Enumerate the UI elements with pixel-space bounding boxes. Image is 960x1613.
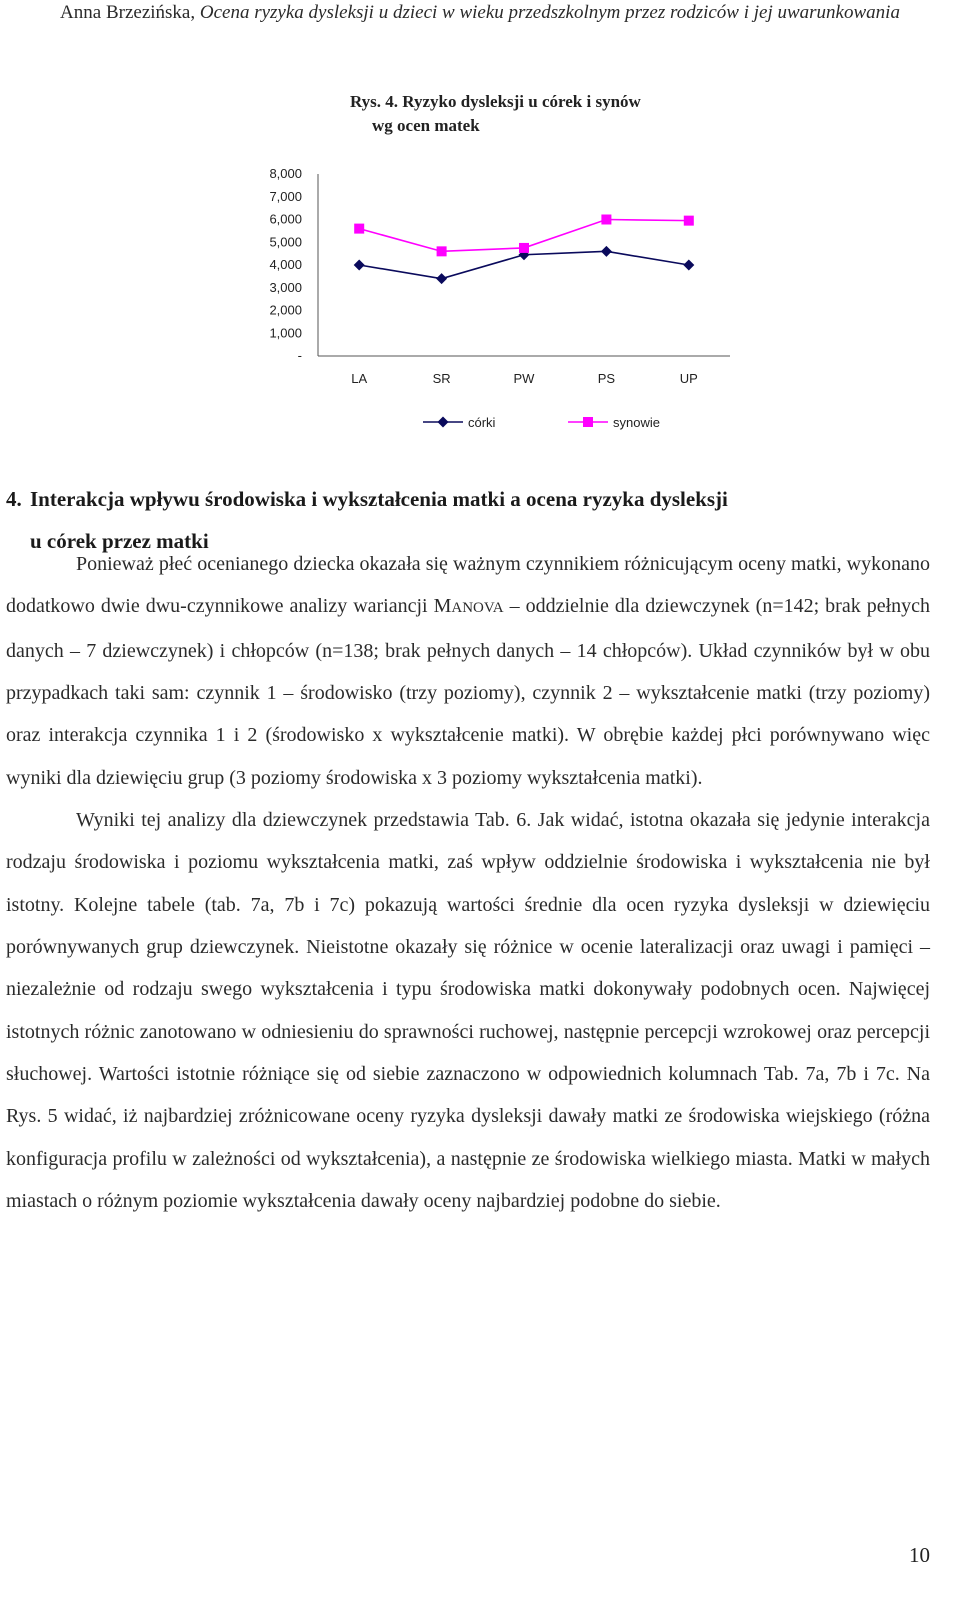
y-tick-label: 7,000: [269, 188, 302, 204]
y-tick-label: 6,000: [269, 211, 302, 227]
data-point: [684, 216, 694, 226]
running-head-title: Ocena ryzyka dysleksji u dzieci w wieku przedszkolnym przez rodziców i jej uwarunkowania: [199, 2, 900, 23]
x-tick-label: SR: [432, 371, 451, 386]
x-tick-label: PW: [513, 371, 535, 386]
y-tick-label: 8,000: [269, 166, 302, 181]
paragraph-1-part2: – oddzielnie dla dziewczynek (n=142; brak pełnych danych – 7 dziewczynek) i chłopców (n=138; brak pełnych danych – 14 chłopców). Układ czynników był w obu przypadkach taki sam: czynnik 1 – środowisko (trzy poziomy), czynnik 2 – wykształcenie matki (trzy poziomy) oraz interakcja czynnika 1 i 2 (środowisko x wykształcenie matki). W obrębie każdej płci porównywano więc wyniki dla dziewięciu grup (3 poziomy środowiska x 3 poziomy wykształcenia matki).: [6, 595, 930, 789]
body-text: [6, 543, 930, 1223]
y-tick-label: 5,000: [269, 234, 302, 250]
section-number: 4.: [6, 487, 22, 511]
paragraph-2: Wyniki tej analizy dla dziewczynek przedstawia Tab. 6. Jak widać, istotna okazała się jedynie interakcja rodzaju środowiska i poziomu wykształcenia matki, zaś wpływ oddzielnie środowiska i wykształcenia nie był istotny. Kolejne tabele (tab. 7a, 7b i 7c) pokazują wartości średnie dla ocen ryzyka dysleksji w dziewięciu porównywanych grup dziewczynek. Nieistotne okazały się różnice w ocenie lateralizacji oraz uwagi i pamięci – niezależnie od rodzaju swego wykształcenia i typu środowiska matki dokonywały podobnych ocen. Najwięcej istotnych różnic zanotowano w odniesieniu do sprawności ruchowej, następnie percepcji wzrokowej oraz percepcji słuchowej. Wartości istotnie różniące się od siebie zaznaczono w odpowiednich kolumnach Tab. 7a, 7b i 7c. Na Rys. 5 widać, iż najbardziej zróżnicowane oceny ryzyka dysleksji dawały matki ze środowiska wiejskiego (różna konfiguracja profilu w zależności od wykształcenia), a następnie ze środowiska wielkiego miasta. Matki w małych miastach o różnym poziomie wykształcenia dawały oceny najbardziej podobne do siebie.: [6, 809, 930, 1213]
paragraph-1-part1: Ponieważ płeć ocenianego dziecka okazała się ważnym czynnikiem różnicującym oceny matki, wykonano dodatkowo dwie dwu-czynnikowe analizy wariancji M: [6, 553, 930, 618]
data-point: [683, 260, 694, 271]
y-tick-label: 4,000: [269, 257, 302, 272]
y-tick-label: 3,000: [269, 279, 302, 295]
data-point: [436, 273, 447, 284]
x-axis-ticks: [351, 371, 698, 386]
section-heading-line2: u córek przez matki: [30, 529, 209, 553]
y-tick-label: -: [297, 348, 302, 363]
chart-series: [354, 215, 695, 285]
chart-legend: [423, 415, 660, 430]
y-tick-label: 1,000: [269, 325, 302, 341]
data-point: [354, 260, 365, 271]
line-chart: [0, 0, 960, 450]
paragraph-1: [6, 543, 930, 799]
data-point: [601, 215, 611, 225]
page-number: 10: [909, 1543, 930, 1567]
running-head-author: Anna Brzezińska,: [60, 2, 200, 23]
figure-title-line1: Rys. 4. Ryzyko dysleksji u córek i synów: [350, 92, 641, 111]
y-axis-ticks: [269, 166, 302, 363]
legend-marker: [583, 417, 593, 427]
y-tick-label: 2,000: [269, 302, 302, 318]
data-point: [601, 246, 612, 257]
x-tick-label: LA: [351, 371, 368, 386]
x-tick-label: UP: [679, 371, 698, 386]
legend-label: córki: [468, 415, 496, 430]
manova-smallcaps: ANOVA: [451, 600, 504, 617]
x-tick-label: PS: [597, 371, 616, 386]
chart-axes: [318, 174, 730, 356]
data-point: [437, 246, 447, 256]
data-point: [519, 243, 529, 253]
legend-marker: [438, 417, 449, 428]
legend-label: synowie: [613, 415, 660, 430]
section-heading-line1: Interakcja wpływu środowiska i wykształcenia matki a ocena ryzyka dysleksji: [30, 487, 728, 511]
data-point: [354, 224, 364, 234]
figure-title-line2: wg ocen matek: [372, 116, 480, 135]
